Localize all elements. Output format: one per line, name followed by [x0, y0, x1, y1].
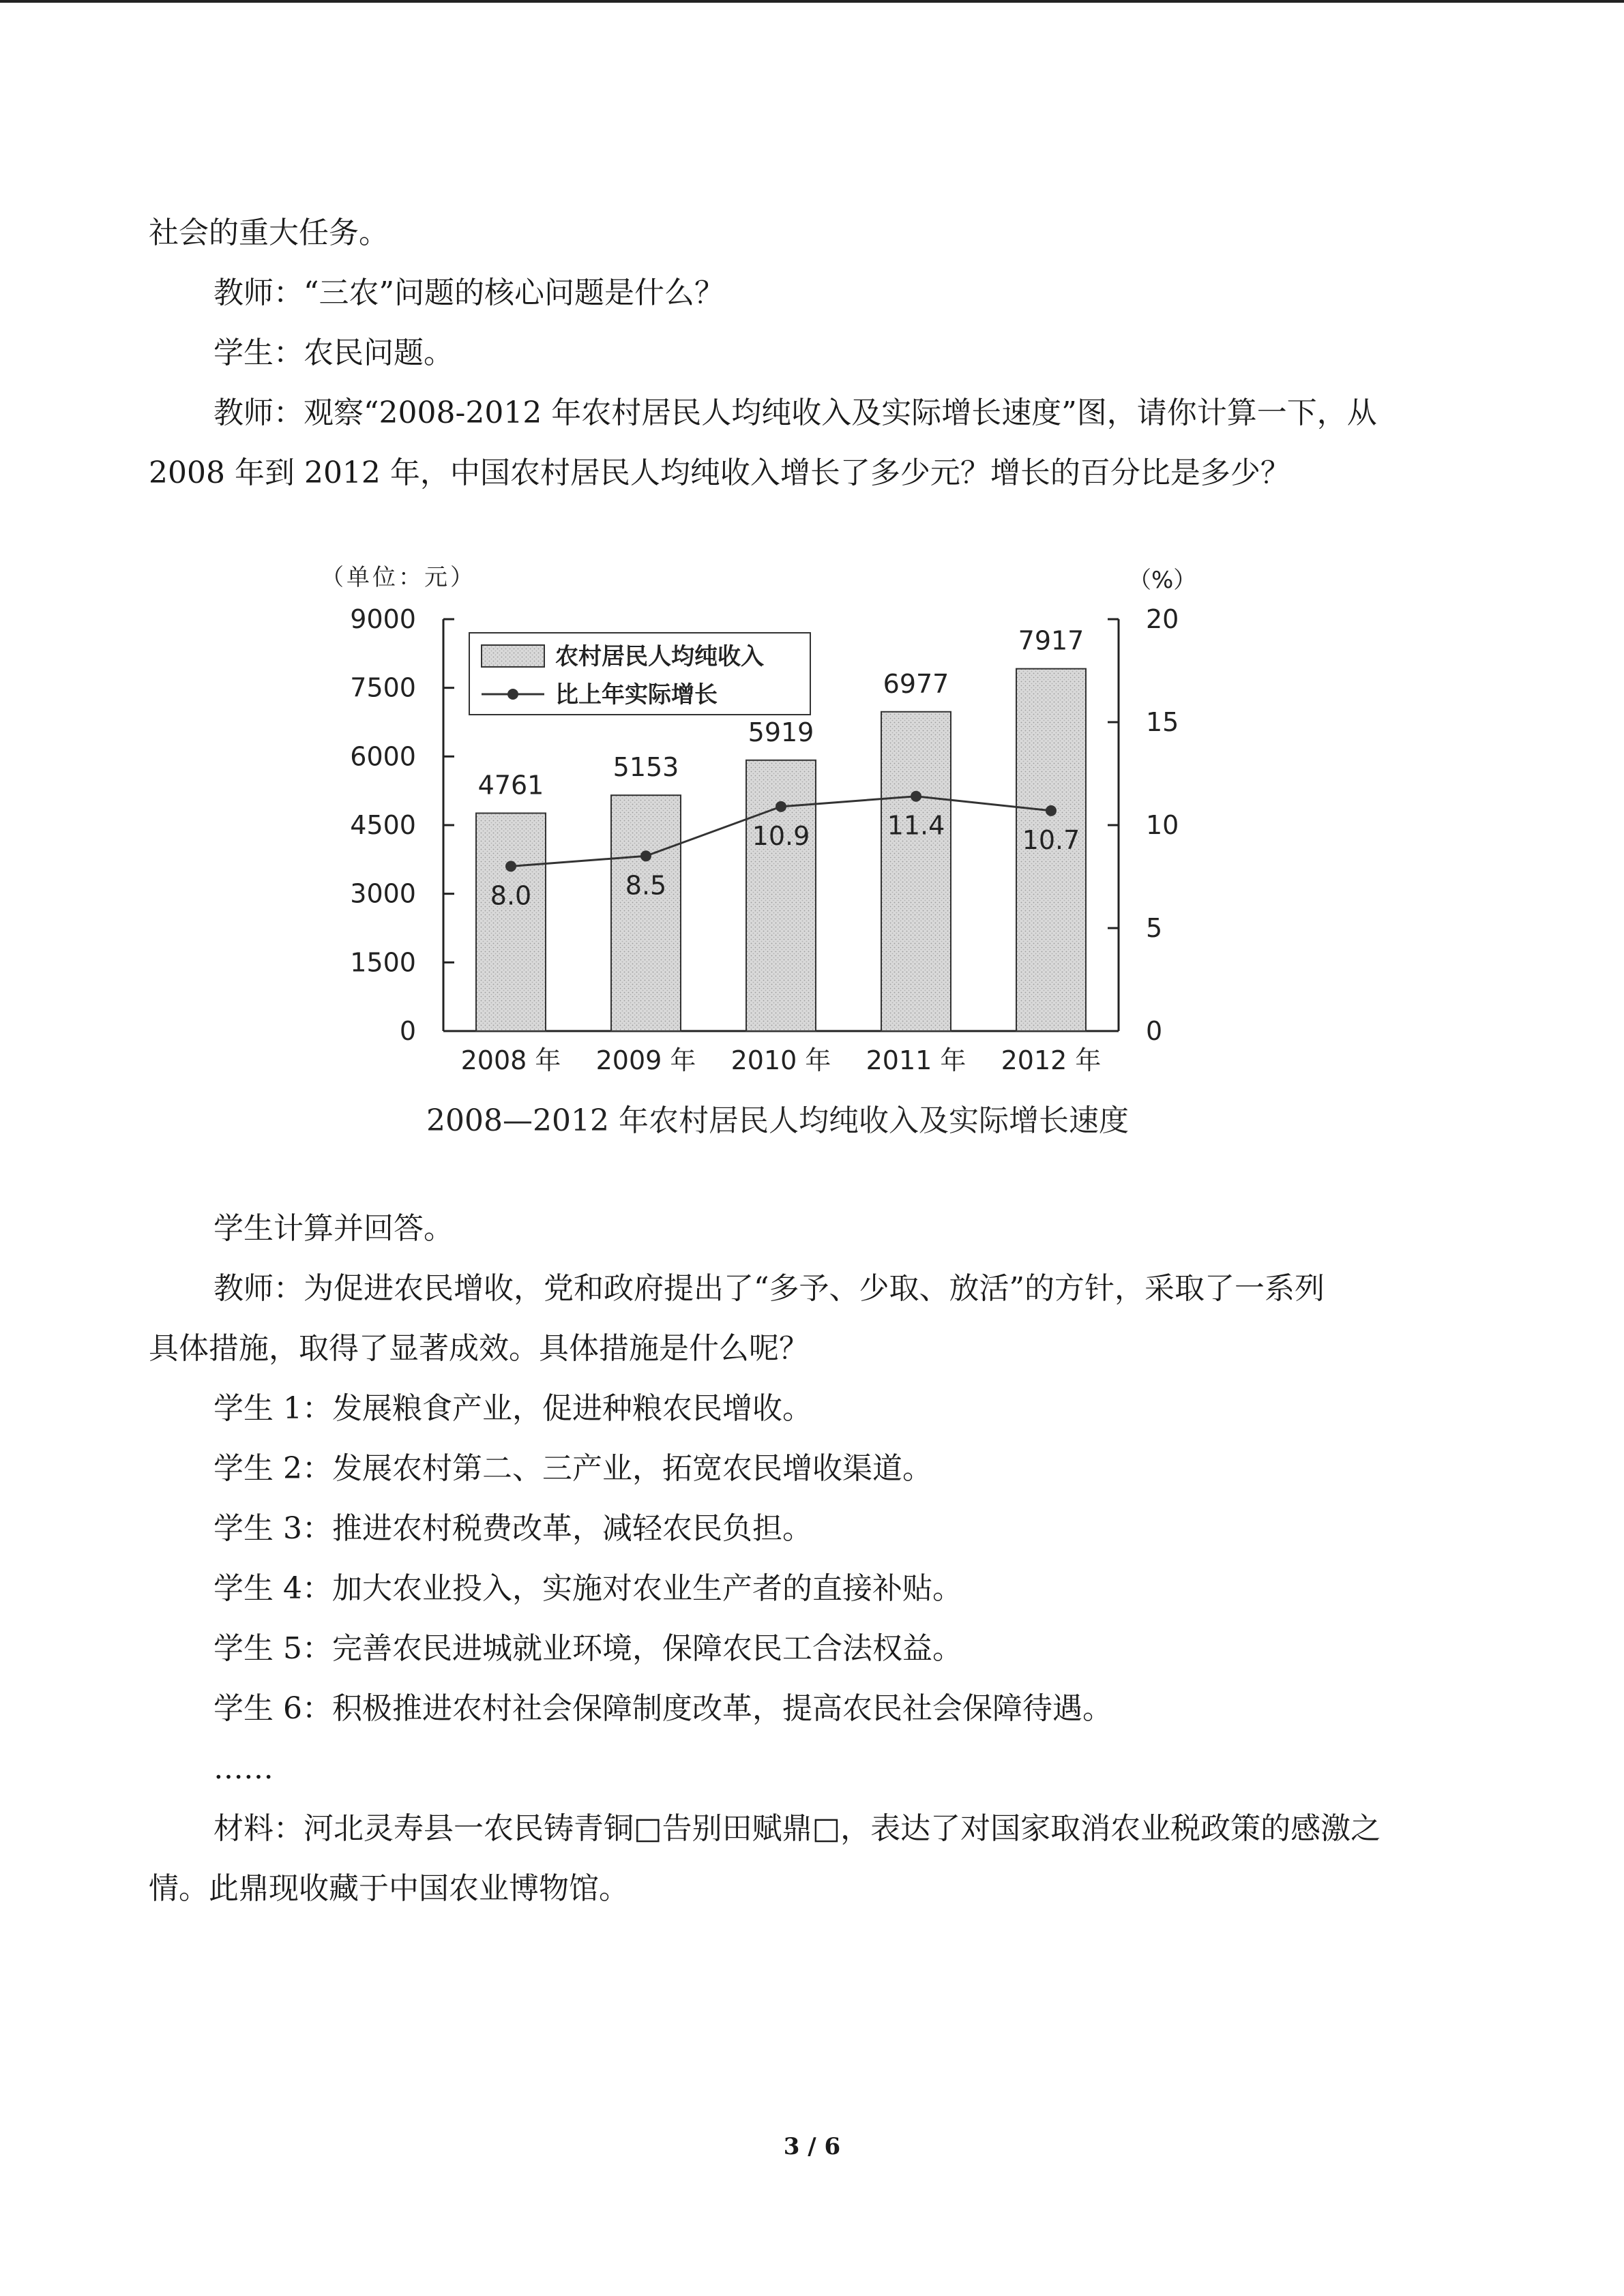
- bar: [611, 795, 681, 1031]
- growth-point: [776, 801, 786, 812]
- legend-bar-swatch: [482, 645, 544, 667]
- paragraph-line: 具体措施，取得了显著成效。具体措施是什么呢？: [149, 1331, 809, 1366]
- paragraph-line: 教师：观察“2008-2012 年农村居民人均纯收入及实际增长速度”图，请你计算一下，从: [213, 396, 1377, 430]
- left-tick-label: 0: [399, 1016, 416, 1046]
- bar: [746, 760, 816, 1031]
- x-tick-label: 2008 年: [460, 1045, 561, 1075]
- growth-value-label: 8.0: [490, 880, 532, 911]
- growth-point: [505, 861, 516, 871]
- left-tick-label: 6000: [350, 741, 416, 772]
- x-tick-label: 2009 年: [595, 1045, 696, 1075]
- paragraph-line: 2008 年到 2012 年，中国农村居民人均纯收入增长了多少元？增长的百分比是多少？: [149, 456, 1290, 490]
- paragraph-line: 学生 2：发展农村第二、三产业，拓宽农民增收渠道。: [213, 1451, 932, 1486]
- paragraph-line: 教师：为促进农民增收，党和政府提出了“多予、少取、放活”的方针，采取了一系列: [213, 1271, 1325, 1306]
- chart-svg: [300, 546, 1255, 1159]
- growth-point: [640, 850, 651, 861]
- right-tick-label: 15: [1146, 707, 1179, 737]
- left-axis-unit: （单位：元）: [321, 564, 476, 591]
- left-tick-label: 9000: [350, 604, 416, 634]
- bar-value-label: 5919: [748, 717, 814, 747]
- paragraph-line: 社会的重大任务。: [149, 215, 389, 250]
- left-tick-label: 3000: [350, 878, 416, 909]
- income-chart: [300, 546, 1255, 1159]
- growth-value-label: 10.7: [1022, 824, 1080, 855]
- paragraph-line: 学生计算并回答。: [213, 1211, 454, 1246]
- growth-point: [911, 791, 921, 802]
- legend-line-label: 比上年实际增长: [555, 681, 718, 709]
- growth-value-label: 10.9: [752, 820, 810, 851]
- page-top-border: [0, 0, 1624, 3]
- paragraph-line: 学生 6：积极推进农村社会保障制度改革，提高农民社会保障待遇。: [213, 1691, 1112, 1726]
- right-tick-label: 5: [1146, 913, 1163, 943]
- bar-value-label: 6977: [883, 668, 949, 699]
- paragraph-line: ……: [213, 1751, 274, 1786]
- x-tick-label: 2010 年: [730, 1045, 831, 1075]
- legend-line-marker: [507, 689, 518, 700]
- left-tick-label: 1500: [350, 947, 416, 978]
- x-tick-label: 2012 年: [1001, 1045, 1102, 1075]
- bar-value-label: 4761: [477, 770, 544, 801]
- paragraph-line: 材料：河北灵寿县一农民铸青铜□告别田赋鼎□，表达了对国家取消农业税政策的感激之: [213, 1811, 1381, 1846]
- bar: [881, 712, 951, 1031]
- page-number: 3 / 6: [783, 2133, 841, 2160]
- left-tick-label: 4500: [350, 810, 416, 840]
- paragraph-line: 学生：农民问题。: [213, 336, 454, 370]
- legend-bar-label: 农村居民人均纯收入: [555, 643, 764, 670]
- bar: [476, 813, 546, 1031]
- chart-caption: 2008—2012 年农村居民人均纯收入及实际增长速度: [426, 1103, 1129, 1138]
- paragraph-line: 教师：“三农”问题的核心问题是什么？: [213, 275, 724, 310]
- paragraph-line: 学生 5：完善农民进城就业环境，保障农民工合法权益。: [213, 1631, 962, 1666]
- left-tick-label: 7500: [350, 672, 416, 703]
- paragraph-line: 学生 1：发展粮食产业，促进种粮农民增收。: [213, 1391, 812, 1426]
- growth-point: [1046, 805, 1057, 816]
- x-tick-label: 2011 年: [866, 1045, 966, 1075]
- right-tick-label: 20: [1146, 604, 1179, 634]
- bar-value-label: 7917: [1018, 625, 1084, 656]
- growth-value-label: 11.4: [887, 810, 945, 841]
- paragraph-line: 学生 4：加大农业投入，实施对农业生产者的直接补贴。: [213, 1571, 962, 1606]
- paragraph-line: 学生 3：推进农村税费改革，减轻农民负担。: [213, 1511, 812, 1546]
- right-tick-label: 0: [1146, 1016, 1163, 1046]
- right-tick-label: 10: [1146, 810, 1179, 840]
- paragraph-line: 情。此鼎现收藏于中国农业博物馆。: [149, 1871, 629, 1906]
- bar-value-label: 5153: [612, 752, 679, 783]
- right-axis-unit: （%）: [1128, 567, 1197, 594]
- growth-value-label: 8.5: [625, 870, 667, 901]
